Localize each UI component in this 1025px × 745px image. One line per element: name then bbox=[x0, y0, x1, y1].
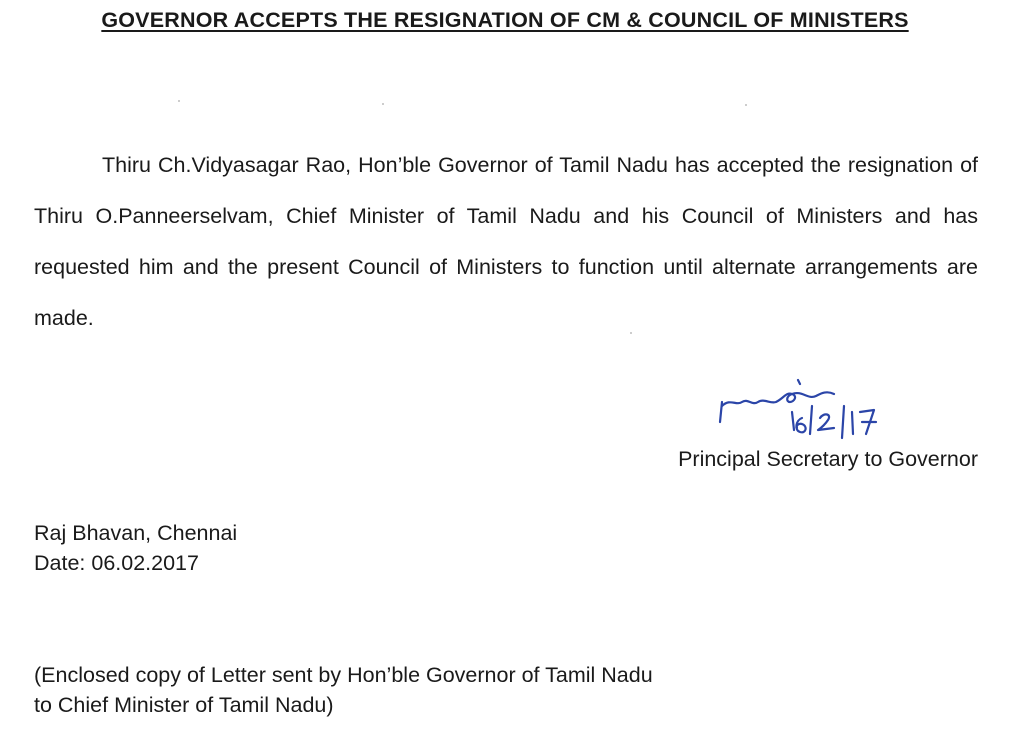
document-title: GOVERNOR ACCEPTS THE RESIGNATION OF CM & COUNCIL OF MINISTERS bbox=[101, 8, 909, 32]
enclosure-note bbox=[34, 660, 653, 720]
enclosure-line-2: to Chief Minister of Tamil Nadu) bbox=[34, 693, 334, 717]
scan-speck bbox=[178, 100, 180, 102]
enclosure-line-1: (Enclosed copy of Letter sent by Hon’ble Governor of Tamil Nadu bbox=[34, 663, 653, 687]
body-paragraph: Thiru Ch.Vidyasagar Rao, Hon’ble Governor of Tamil Nadu has accepted the resignation of Thiru O.Panneerselvam, Chief Minister of Tamil Nadu and his Council of Ministers and has requested him and the present Council of Ministers to function until alternate arrangements are made. bbox=[34, 153, 978, 330]
date-text: Date: 06.02.2017 bbox=[34, 551, 199, 575]
scan-speck bbox=[382, 103, 384, 105]
scan-speck bbox=[745, 104, 747, 106]
place-and-date bbox=[34, 518, 237, 578]
scan-speck bbox=[630, 332, 632, 334]
signatory-title: Principal Secretary to Governor bbox=[678, 447, 978, 471]
handwritten-signature bbox=[712, 372, 902, 452]
place-text: Raj Bhavan, Chennai bbox=[34, 521, 238, 545]
